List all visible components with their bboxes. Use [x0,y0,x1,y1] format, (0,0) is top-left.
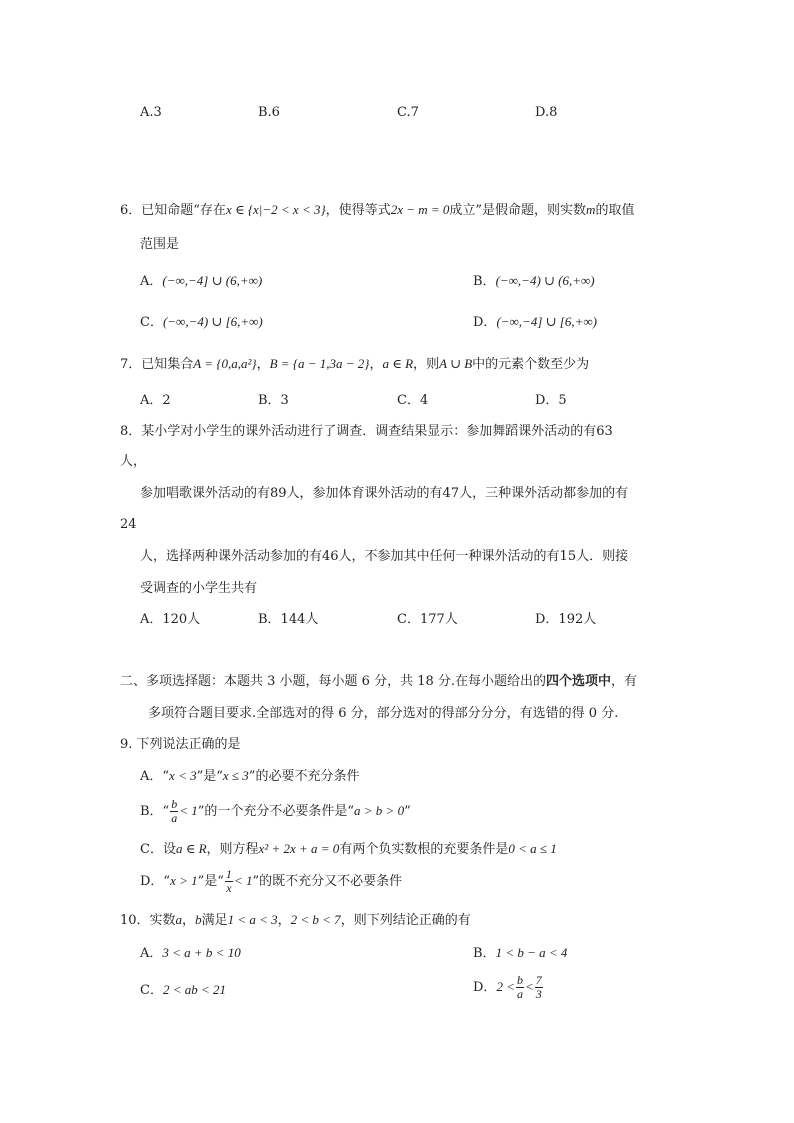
q10-c-math: 2 < ab < 21 [162,982,226,997]
q6-option-c-label: C． [140,315,163,330]
q9-option-a [140,769,359,783]
q9-d-fraction [225,868,233,894]
q9-d-mid: ”是“ [197,874,224,889]
q10-option-d [473,970,544,1005]
q10-option-c [140,983,226,997]
q5-option-d: D.8 [535,105,558,120]
q8-option-c: C．177人 [397,612,458,627]
q9-c-range: 0 < a ≤ 1 [508,841,557,856]
q10-cond1: 1 < a < 3 [227,912,278,927]
q9-d-numerator: 1 [225,867,232,882]
q6-option-c [140,315,263,329]
q9-c-cond: a ∈ R [175,841,207,856]
q6-option-a-math: (−∞,−4] ∪ (6,+∞) [162,273,263,288]
q10-var-b: b [195,912,202,927]
q6-option-a-label: A． [140,274,163,289]
section2-line-2: 多项符合题目要求.全部选对的得 6 分，部分选对的得部分分分，有选错的得 0 分. [148,706,619,721]
q10-cond2: 2 < b < 7 [290,912,341,927]
q7-set-b: B = {a − 1,3a − 2} [269,356,370,371]
q6-stem-line2: 范围是 [140,237,180,252]
q6-option-d-label: D． [473,315,497,330]
q8-option-a: A．120人 [140,612,201,627]
q7-sep1: ， [256,357,270,372]
q9-d-math1: x > 1 [170,873,198,888]
q10-d-den2: 3 [535,987,542,1001]
q9-a-tail: ”的必要不充分条件 [248,769,360,784]
q8-line-2: 人， [120,454,147,469]
q10-c-label: C． [140,983,163,998]
q7-option-b: B．3 [258,393,289,408]
q9-b-label: B．“ [140,804,170,819]
q10-b-math: 1 < b − a < 4 [495,945,568,960]
q9-b-math: a > b > 0 [354,803,405,818]
q8-option-d: D．192人 [535,612,597,627]
q7-sep2: ， [369,357,383,372]
q9-b-mid: ”的一个充分不必要条件是“ [197,804,355,819]
q10-d-pre: 2 < [496,979,515,994]
q10-d-label: D． [473,980,497,995]
q9-b-ineq: < 1 [179,803,198,818]
q10-b-label: B． [473,946,496,961]
q9-d-ineq: < 1 [233,873,253,888]
q9-option-b [140,796,411,827]
q8-line-4: 24 [120,517,137,532]
section2-heading [120,675,637,688]
q7-set-a: A = {0,a,a²} [193,356,257,371]
q6-option-d-math: (−∞,−4] ∪ [6,+∞) [496,314,597,329]
q6-text-c: 成立”是假命题，则实数 [449,203,587,218]
q8-line-1: 8．某小学对小学生的课外活动进行了调查．调查结果显示：参加舞蹈课外活动的有63 [120,424,613,439]
q6-option-d [473,315,597,329]
q7-number: 7． [120,357,142,372]
q10-text-a: 10．实数 [120,913,176,928]
q8-option-b: B．144人 [258,612,319,627]
q6-text-a: 已知命题“存在 [141,203,226,218]
q10-d-fraction-2 [535,974,543,1000]
q6-option-b-math: (−∞,−4) ∪ (6,+∞) [495,273,595,288]
q6-stem [120,203,634,217]
q6-equation: 2x − m = 0 [390,202,450,217]
q9-c-eq: x² + 2x + a = 0 [258,841,340,856]
q6-option-b [473,274,595,288]
section2-emphasis: 四个选项中 [546,674,612,689]
q9-a-math1: x < 3 [169,768,197,783]
section2-text-c: ，有 [611,674,638,689]
q10-d-mid: < [524,979,534,994]
q10-d-fraction-1 [516,974,524,1000]
q10-option-b [473,946,567,960]
q5-option-c: C.7 [397,105,419,120]
q7-text-b: ，则 [413,357,440,372]
q6-text-d: 的取值 [595,203,635,218]
q10-sep: ， [182,913,196,928]
q7-stem [120,357,589,371]
q7-option-a: A．2 [140,393,171,408]
q10-d-den1: a [516,987,523,1001]
q7-text-c: 中的元素个数至少为 [472,357,590,372]
q10-text-c: ，则下列结论正确的有 [340,913,471,928]
q6-option-a [140,274,262,288]
q10-d-num2: 7 [535,973,542,988]
q8-line-5: 人，选择两种课外活动参加的有46人，不参加其中任何一种课外活动的有15人．则接 [140,549,629,564]
q9-a-mid: ”是“ [196,769,223,784]
section2-text-a: 二、多项选择题：本题共 3 小题，每小题 6 分，共 18 分.在每小题给出的 [120,674,547,689]
q8-line-6: 受调查的小学生共有 [140,581,258,596]
q6-option-b-label: B． [473,274,496,289]
q9-a-math2: x ≤ 3 [222,768,249,783]
q7-condition: a ∈ R [382,356,414,371]
q10-sep2: ， [277,913,291,928]
q10-a-label: A． [140,946,163,961]
q6-set: x ∈ {x|−2 < x < 3} [225,202,326,217]
q6-var: m [586,202,596,217]
q10-d-num1: b [516,973,523,988]
q10-stem [120,913,471,927]
q8-line-3: 参加唱歌课外活动的有89人，参加体育课外活动的有47人，三种课外活动都参加的有 [140,486,629,501]
q6-option-c-math: (−∞,−4) ∪ [6,+∞) [162,314,263,329]
q9-a-label: A．“ [140,769,170,784]
q9-b-tail: ” [404,804,411,819]
q10-var-a: a [175,912,183,927]
q9-d-denominator: x [226,881,232,895]
q5-option-a: A.3 [140,105,162,120]
q9-b-fraction [170,798,178,824]
q7-text-a: 已知集合 [141,357,194,372]
q9-c-label: C．设 [140,842,176,857]
q5-option-b: B.6 [258,105,280,120]
q6-number: 6． [120,203,142,218]
q9-option-c [140,842,557,856]
q9-c-mid2: 有两个负实数根的充要条件是 [339,842,509,857]
q9-d-tail: ”的既不充分又不必要条件 [252,874,403,889]
q9-b-numerator: b [171,797,178,812]
q9-stem: 9. 下列说法正确的是 [120,737,241,752]
q9-b-denominator: a [171,811,178,825]
q7-option-c: C．4 [397,393,429,408]
q10-text-b: 满足 [201,913,228,928]
q7-option-d: D．5 [535,393,567,408]
q6-text-b: ，使得等式 [325,203,391,218]
q10-a-math: 3 < a + b < 10 [162,945,241,960]
q10-option-a [140,946,241,960]
q9-c-mid: ，则方程 [206,842,259,857]
q7-union: A ∪ B [439,356,473,371]
q9-d-label: D．“ [140,874,171,889]
q9-option-d [140,866,402,897]
